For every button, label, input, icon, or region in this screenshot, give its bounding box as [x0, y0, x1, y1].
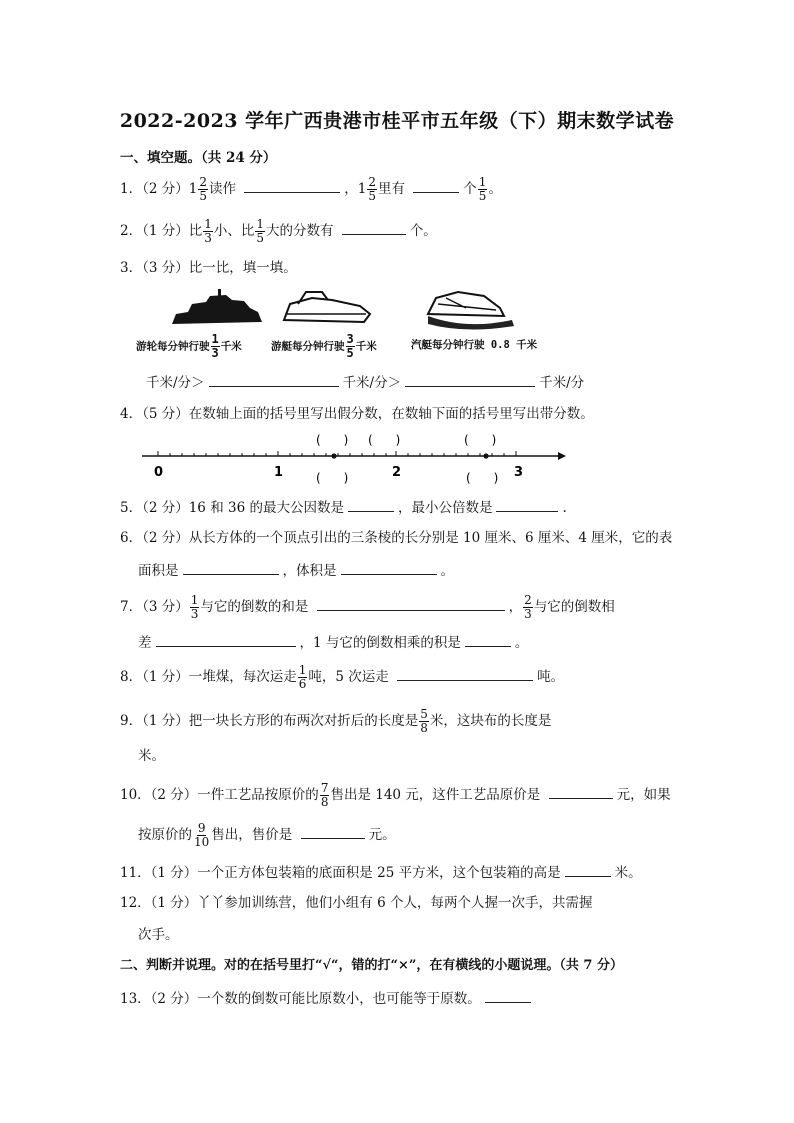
- answer-blank[interactable]: [485, 988, 531, 1003]
- fraction: $\frac{1}{5}$: [478, 175, 487, 203]
- answer-blank[interactable]: [317, 596, 505, 611]
- question-7-cont: 差 ，1 与它的倒数相乘的积是 。: [138, 632, 528, 653]
- section-1-title: 一、填空题。（共 24 分）: [120, 150, 277, 166]
- page-title: 2022-2023 学年广西贵港市桂平市五年级（下）期末数学试卷: [119, 110, 675, 132]
- question-3: 3．（3 分）比一比，填一填。: [120, 260, 297, 276]
- answer-blank[interactable]: [301, 824, 365, 839]
- answer-blank[interactable]: [183, 560, 279, 575]
- number-line: [138, 428, 568, 490]
- answer-paren-top[interactable]: ( ): [368, 433, 401, 447]
- point-marker: [483, 453, 488, 458]
- question-11: 11．（1 分）一个正方体包装箱的底面积是 25 平方米，这个包装箱的高是 米。: [120, 862, 642, 883]
- cruise-ship-image: [172, 289, 262, 324]
- answer-paren-top[interactable]: ( ): [316, 433, 349, 447]
- fraction: $\frac{1}{3}$: [211, 332, 219, 360]
- fraction: $\frac{1}{6}$: [298, 663, 307, 691]
- answer-blank[interactable]: [549, 784, 613, 799]
- fraction: $\frac{7}{8}$: [320, 781, 329, 809]
- fraction: $\frac{9}{10}$: [194, 821, 210, 849]
- axis-label-1: 1: [274, 465, 284, 480]
- question-9-cont: 米。: [138, 748, 165, 764]
- fraction: $\frac{2}{5}$: [368, 175, 376, 203]
- boat-label-yacht: 游艇每分钟行驶 $\frac{3}{5}$ 千米: [271, 332, 377, 360]
- point-marker: [331, 453, 336, 458]
- question-9: 9．（1 分）把一块长方形的布两次对折后的长度是 $\frac{5}{8}$ 米，这块布的长度是: [120, 707, 552, 735]
- fraction: $\frac{1}{3}$: [204, 217, 212, 245]
- answer-blank[interactable]: [342, 220, 406, 235]
- answer-blank[interactable]: [156, 632, 296, 647]
- answer-blank[interactable]: [244, 178, 340, 193]
- question-10: 10．（2 分）一件工艺品按原价的 $\frac{7}{8}$ 售出是 140 元，这件工艺品原价是 元，如果: [120, 781, 671, 809]
- answer-blank[interactable]: [209, 372, 339, 387]
- axis-label-2: 2: [392, 465, 402, 480]
- question-3-answer-row: 千米/分＞ 千米/分＞ 千米/分: [146, 372, 584, 393]
- question-13: 13．（2 分）一个数的倒数可能比原数小，也可能等于原数。: [120, 988, 535, 1009]
- fraction: $\frac{1}{3}$: [190, 593, 199, 621]
- question-7: 7．（3 分） $\frac{1}{3}$ 与它的倒数的和是 ， $\frac{2}{3}$ 与它的倒数相: [120, 593, 615, 621]
- axis-label-0: 0: [154, 465, 164, 480]
- answer-blank[interactable]: [405, 372, 535, 387]
- question-12-cont: 次手。: [138, 927, 179, 943]
- answer-paren-bottom[interactable]: ( ): [316, 471, 349, 485]
- motorboat-image: [428, 292, 514, 330]
- answer-blank[interactable]: [496, 497, 558, 512]
- answer-blank[interactable]: [348, 497, 394, 512]
- section-2-title: 二、判断并说理。对的在括号里打“√“，错的打“×”，在有横线的小题说理。（共 7 分）: [120, 958, 623, 973]
- question-2: 2．（1 分）比 $\frac{1}{3}$ 小、比 $\frac{1}{5}$ 大的分数有 个。: [120, 217, 437, 245]
- answer-paren-bottom[interactable]: ( ): [466, 471, 499, 485]
- yacht-image: [284, 292, 370, 322]
- question-8: 8．（1 分）一堆煤，每次运走 $\frac{1}{6}$ 吨，5 次运走 吨。: [120, 663, 565, 691]
- fraction: $\frac{5}{8}$: [420, 707, 428, 735]
- answer-blank[interactable]: [465, 632, 511, 647]
- boat-illustrations: [166, 284, 556, 332]
- fraction: $\frac{1}{5}$: [256, 217, 265, 245]
- axis-label-3: 3: [514, 465, 524, 480]
- question-6-cont: 面积是 ，体积是 。: [138, 560, 454, 581]
- answer-blank[interactable]: [341, 560, 437, 575]
- answer-blank[interactable]: [413, 178, 459, 193]
- fraction: $\frac{3}{5}$: [346, 332, 354, 360]
- question-6: 6．（2 分）从长方体的一个顶点引出的三条棱的长分别是 10 厘米、6 厘米、4 厘米，它的表: [120, 530, 673, 546]
- answer-paren-top[interactable]: ( ): [464, 433, 497, 447]
- question-4: 4．（5 分）在数轴上面的括号里写出假分数，在数轴下面的括号里写出带分数。: [120, 406, 594, 422]
- question-5: 5．（2 分）16 和 36 的最大公因数是 ，最小公倍数是 .: [120, 497, 567, 518]
- boat-label-cruise: 游轮每分钟行驶 $\frac{1}{3}$ 千米: [136, 332, 242, 360]
- fraction: $\frac{2}{5}$: [199, 175, 207, 203]
- question-1: 1．（2 分）1 $\frac{2}{5}$ 读作 ，1 $\frac{2}{5}$ 里有 个 $\frac{1}{5}$ 。: [120, 175, 502, 203]
- fraction: $\frac{2}{3}$: [524, 593, 532, 621]
- answer-blank[interactable]: [565, 862, 611, 877]
- boat-label-motorboat: 汽艇每分钟行驶 0.8 千米: [411, 339, 538, 351]
- question-10-cont: 按原价的 $\frac{9}{10}$ 售出，售价是 元。: [138, 821, 396, 849]
- question-12: 12．（1 分）丫丫参加训练营，他们小组有 6 个人，每两个人握一次手，共需握: [120, 895, 593, 911]
- answer-blank[interactable]: [397, 666, 533, 681]
